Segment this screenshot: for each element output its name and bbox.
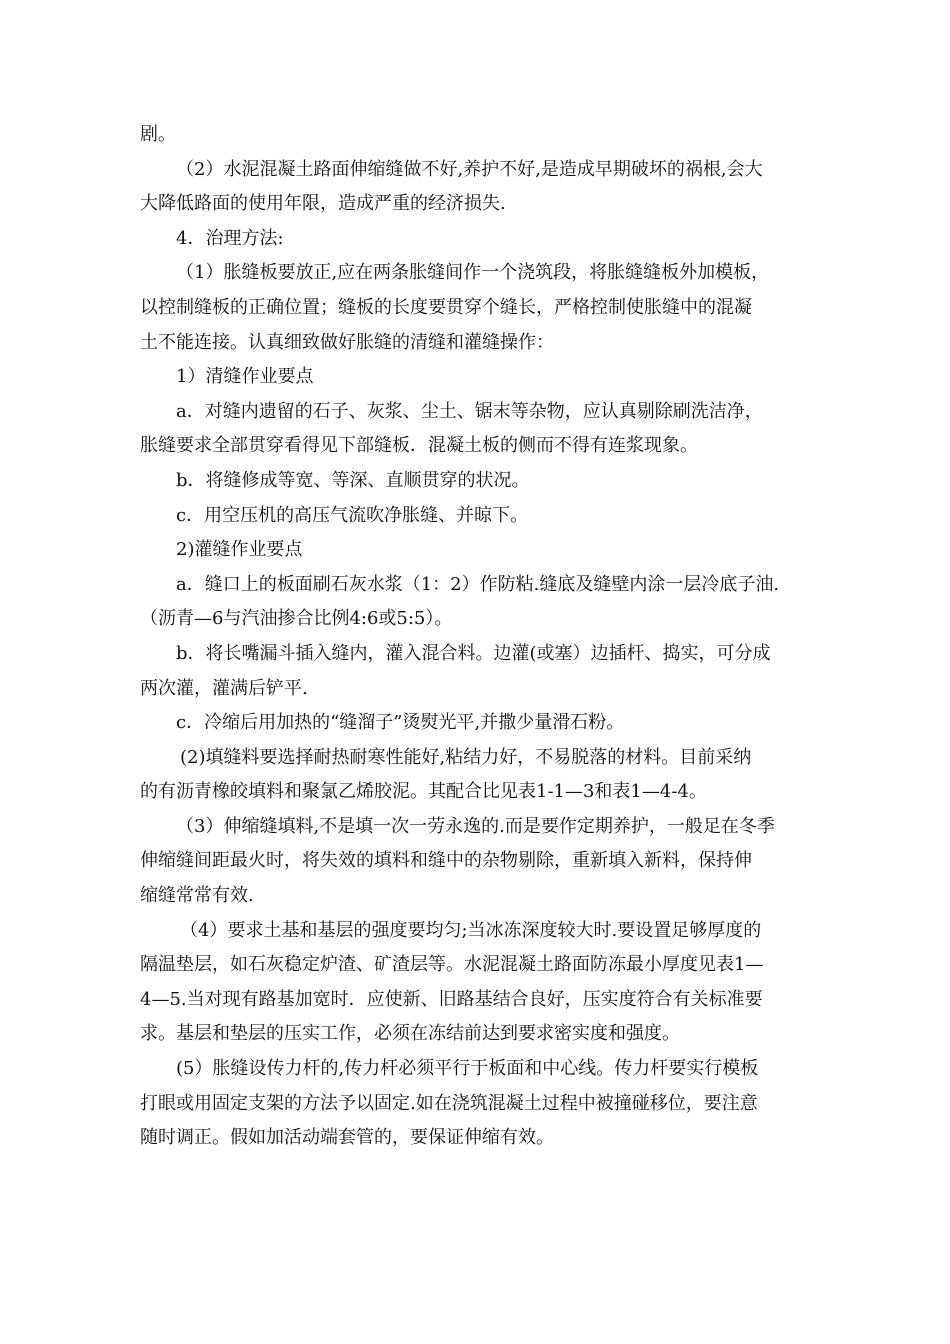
text-line: 缩缝常常有效. [140,885,254,907]
section-heading: 4．治理方法: [176,227,284,249]
text-line: a．对缝内遗留的石子、灰浆、尘土、锯末等杂物，应认真剔除刷洗洁净， [176,400,763,422]
text-line: 胀缝要求全部贯穿看得见下部缝板．混凝土板的侧而不得有连浆现象。 [140,435,698,457]
text-line: 两次灌，灌满后铲平. [140,677,308,699]
text-line: 的有沥青橡皎填料和聚氯乙烯胶泥。其配合比见表1-1—3和表1—4-4。 [140,781,707,803]
text-line: 伸缩缝间距最火时，将失效的填料和缝中的杂物剔除，重新填入新料，保持伸 [140,850,752,872]
text-line: b．将长嘴漏斗插入缝内，灌入混合料。边灌(或塞）边插杆、捣实，可分成 [176,642,771,664]
text-line: （1）胀缝板要放正,应在两条胀缝间作一个浇筑段，将胀缝缝板外加模板， [176,262,770,284]
text-line: (5）胀缝设传力杆的,传力杆必须平行于板面和中心线。传力杆要实行模板 [176,1058,759,1080]
subsection-heading: 2)灌缝作业要点 [176,539,303,561]
text-line: 剧。 [140,124,176,145]
text-line: （沥青—6与汽油掺合比例4:6或5:5）。 [140,608,453,630]
text-line: b．将缝修成等宽、等深、直顺贯穿的状况。 [176,469,530,491]
text-line: 隔温垫层，如石灰稳定炉渣、矿渣层等。水泥混凝土路面防冻最小厚度见表1— [140,954,764,976]
text-line: c．冷缩后用加热的“缝溜子”烫熨光平,并撒少量滑石粉。 [176,712,625,734]
text-line: （3）伸缩缝填料,不是填一次一劳永逸的.而是要作定期养护，一般足在冬季 [176,815,775,837]
body-text [140,118,820,1156]
text-line: 4—5.当对现有路基加宽时．应使新、旧路基结合良好，压实度符合有关标准要 [140,988,763,1010]
text-line: 土不能连接。认真细致做好胀缝的清缝和灌缝操作： [140,331,554,353]
subsection-heading: 1）清缝作业要点 [176,366,314,388]
text-line: 打眼或用固定支架的方法予以固定.如在浇筑混凝土过程中被撞碰移位，要注意 [140,1092,758,1114]
text-line: （4）要求土基和基层的强度要均匀;当冰冻深度较大时.要设置足够厚度的 [180,919,762,941]
text-line: 求。基层和垫层的压实工作，必须在冻结前达到要求密实度和强度。 [140,1023,680,1045]
text-line: 以控制缝板的正确位置；缝板的长度要贯穿个缝长，严格控制使胀缝中的混凝 [140,296,752,318]
text-line: 随时调正。假如加活动端套管的，要保证伸缩有效。 [140,1127,554,1149]
text-line: c．用空压机的高压气流吹净胀缝、并晾下。 [176,504,529,526]
text-line: （2）水泥混凝土路面伸缩缝做不好,养护不好,是造成早期破坏的祸根,会大 [176,158,763,180]
text-line: (2)填缝料要选择耐热耐寒性能好,粘结力好，不易脱落的材料。目前采纳 [180,746,752,768]
text-line: a．缝口上的板面刷石灰水浆（1：2）作防粘.缝底及缝壁内涂一层冷底子油. [176,573,780,595]
text-line: 大降低路面的使用年限，造成严重的经济损失. [140,193,506,215]
